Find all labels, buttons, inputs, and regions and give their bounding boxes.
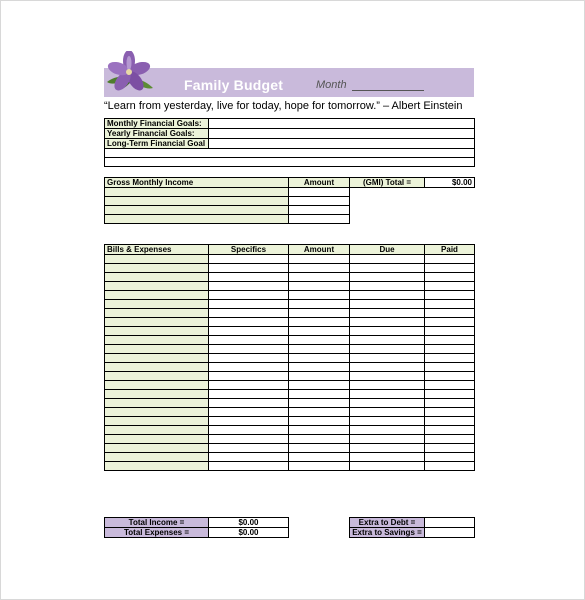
paid-cell[interactable] [425,282,475,291]
specifics-cell[interactable] [209,363,289,372]
bill-row [105,444,475,453]
bill-row [105,435,475,444]
extra-savings-row [350,528,475,538]
blank-cell [350,197,475,206]
specifics-cell[interactable] [209,264,289,273]
paid-cell[interactable] [425,399,475,408]
amount-cell[interactable] [289,444,350,453]
specifics-cell[interactable] [209,372,289,381]
month-field[interactable] [352,90,424,91]
bill-name-cell[interactable] [105,453,209,462]
specifics-cell[interactable] [209,399,289,408]
income-amount-header: Amount [289,178,350,188]
due-cell[interactable] [350,354,425,363]
quote-text: “Learn from yesterday, live for today, hope for tomorrow.” – Albert Einstein [104,100,463,112]
paid-cell[interactable] [425,372,475,381]
income-amount-cell[interactable] [289,215,350,224]
extra-debt-row [350,518,475,528]
bill-name-cell[interactable] [105,255,209,264]
bill-name-cell[interactable] [105,336,209,345]
goal-row [105,119,475,129]
amount-cell[interactable] [289,300,350,309]
amount-col-header: Amount [289,245,350,255]
due-col-header: Due [350,245,425,255]
goal-row [105,139,475,149]
due-cell[interactable] [350,282,425,291]
blank-cell [350,215,475,224]
specifics-cell[interactable] [209,462,289,471]
goal-input[interactable] [105,149,475,158]
due-cell[interactable] [350,372,425,381]
bill-row [105,381,475,390]
bill-name-cell[interactable] [105,426,209,435]
due-cell[interactable] [350,273,425,282]
income-row [105,206,475,215]
bill-row [105,327,475,336]
paid-cell[interactable] [425,345,475,354]
bills-col-header: Bills & Expenses [105,245,209,255]
amount-cell[interactable] [289,435,350,444]
due-cell[interactable] [350,462,425,471]
specifics-cell[interactable] [209,309,289,318]
income-row [105,197,475,206]
specifics-cell[interactable] [209,453,289,462]
bill-name-cell[interactable] [105,291,209,300]
bill-name-cell[interactable] [105,327,209,336]
income-row [105,215,475,224]
paid-cell[interactable] [425,363,475,372]
due-cell[interactable] [350,408,425,417]
specifics-cell[interactable] [209,354,289,363]
due-cell[interactable] [350,309,425,318]
amount-cell[interactable] [289,327,350,336]
bill-name-cell[interactable] [105,462,209,471]
bill-row [105,363,475,372]
specifics-cell[interactable] [209,417,289,426]
amount-cell[interactable] [289,462,350,471]
amount-cell[interactable] [289,399,350,408]
specifics-cell[interactable] [209,318,289,327]
blank-cell [350,188,475,197]
due-cell[interactable] [350,363,425,372]
bill-row [105,417,475,426]
goal-input[interactable] [209,139,475,149]
amount-cell[interactable] [289,453,350,462]
goal-input[interactable] [209,119,475,129]
bills-table [104,244,475,471]
total-expenses-value: $0.00 [209,528,289,538]
bill-row [105,399,475,408]
bill-row [105,462,475,471]
paid-cell[interactable] [425,417,475,426]
paid-cell[interactable] [425,255,475,264]
bill-row [105,318,475,327]
total-income-value: $0.00 [209,518,289,528]
bill-name-cell[interactable] [105,372,209,381]
bill-row [105,309,475,318]
paid-cell[interactable] [425,327,475,336]
bill-row [105,255,475,264]
specifics-cell[interactable] [209,300,289,309]
amount-cell[interactable] [289,273,350,282]
amount-cell[interactable] [289,282,350,291]
bill-name-cell[interactable] [105,435,209,444]
due-cell[interactable] [350,264,425,273]
due-cell[interactable] [350,426,425,435]
specifics-cell[interactable] [209,327,289,336]
paid-cell[interactable] [425,291,475,300]
specifics-cell[interactable] [209,291,289,300]
amount-cell[interactable] [289,363,350,372]
paid-cell[interactable] [425,336,475,345]
goal-input[interactable] [209,129,475,139]
amount-cell[interactable] [289,255,350,264]
paid-cell[interactable] [425,318,475,327]
paid-col-header: Paid [425,245,475,255]
specifics-cell[interactable] [209,390,289,399]
bill-name-cell[interactable] [105,273,209,282]
amount-cell[interactable] [289,354,350,363]
due-cell[interactable] [350,417,425,426]
goal-input[interactable] [105,158,475,167]
bill-row [105,408,475,417]
bill-row [105,426,475,435]
extra-debt-input[interactable] [425,518,475,528]
goals-table [104,118,475,167]
due-cell[interactable] [350,390,425,399]
extra-savings-input[interactable] [425,528,475,538]
paid-cell[interactable] [425,426,475,435]
bill-name-cell[interactable] [105,363,209,372]
amount-cell[interactable] [289,390,350,399]
bill-name-cell[interactable] [105,408,209,417]
bill-row [105,372,475,381]
amount-cell[interactable] [289,291,350,300]
due-cell[interactable] [350,435,425,444]
bill-name-cell[interactable] [105,354,209,363]
paid-cell[interactable] [425,273,475,282]
specifics-cell[interactable] [209,435,289,444]
income-amount-cell[interactable] [289,206,350,215]
flower-icon [103,51,161,97]
income-source-cell[interactable] [105,197,289,206]
due-cell[interactable] [350,336,425,345]
goal-row [105,149,475,158]
bill-name-cell[interactable] [105,381,209,390]
amount-cell[interactable] [289,381,350,390]
paid-cell[interactable] [425,390,475,399]
income-source-cell[interactable] [105,188,289,197]
bill-name-cell[interactable] [105,318,209,327]
gmi-total-value: $0.00 [425,178,475,188]
due-cell[interactable] [350,345,425,354]
due-cell[interactable] [350,453,425,462]
total-income-row [105,518,289,528]
bill-name-cell[interactable] [105,282,209,291]
month-label: Month [316,79,347,91]
total-expenses-row [105,528,289,538]
specifics-col-header: Specifics [209,245,289,255]
gmi-total-label: (GMI) Total = [350,178,425,188]
paid-cell[interactable] [425,354,475,363]
bill-row [105,291,475,300]
bill-name-cell[interactable] [105,309,209,318]
amount-cell[interactable] [289,318,350,327]
paid-cell[interactable] [425,264,475,273]
bill-row [105,264,475,273]
bill-row [105,273,475,282]
amount-cell[interactable] [289,426,350,435]
specifics-cell[interactable] [209,336,289,345]
extra-savings-label: Extra to Savings = [350,528,425,538]
paid-cell[interactable] [425,408,475,417]
bill-row [105,390,475,399]
totals-table [104,517,289,538]
goal-row [105,158,475,167]
goal-row [105,129,475,139]
bill-name-cell[interactable] [105,417,209,426]
amount-cell[interactable] [289,345,350,354]
total-income-label: Total Income = [105,518,209,528]
specifics-cell[interactable] [209,345,289,354]
bill-row [105,300,475,309]
amount-cell[interactable] [289,336,350,345]
specifics-cell[interactable] [209,273,289,282]
specifics-cell[interactable] [209,444,289,453]
goal-label: Yearly Financial Goals: [105,129,209,139]
income-table [104,177,475,224]
due-cell[interactable] [350,327,425,336]
specifics-cell[interactable] [209,408,289,417]
amount-cell[interactable] [289,264,350,273]
paid-cell[interactable] [425,435,475,444]
due-cell[interactable] [350,300,425,309]
extras-table [349,517,475,538]
income-header-row [105,178,475,188]
bill-name-cell[interactable] [105,300,209,309]
bill-row [105,453,475,462]
due-cell[interactable] [350,255,425,264]
page-title: Family Budget [184,77,284,93]
bill-row [105,282,475,291]
income-source-cell[interactable] [105,206,289,215]
goal-label: Monthly Financial Goals: [105,119,209,129]
income-amount-cell[interactable] [289,197,350,206]
paid-cell[interactable] [425,462,475,471]
due-cell[interactable] [350,318,425,327]
income-row [105,188,475,197]
bill-name-cell[interactable] [105,444,209,453]
income-source-cell[interactable] [105,215,289,224]
income-amount-cell[interactable] [289,188,350,197]
bill-row [105,336,475,345]
bill-name-cell[interactable] [105,399,209,408]
bill-name-cell[interactable] [105,345,209,354]
paid-cell[interactable] [425,444,475,453]
due-cell[interactable] [350,291,425,300]
specifics-cell[interactable] [209,282,289,291]
extra-debt-label: Extra to Debt = [350,518,425,528]
due-cell[interactable] [350,399,425,408]
paid-cell[interactable] [425,300,475,309]
paid-cell[interactable] [425,453,475,462]
amount-cell[interactable] [289,309,350,318]
specifics-cell[interactable] [209,381,289,390]
due-cell[interactable] [350,381,425,390]
bill-row [105,354,475,363]
goal-label: Long-Term Financial Goal [105,139,209,149]
amount-cell[interactable] [289,408,350,417]
income-header: Gross Monthly Income [105,178,289,188]
paid-cell[interactable] [425,309,475,318]
amount-cell[interactable] [289,372,350,381]
bill-name-cell[interactable] [105,390,209,399]
bill-name-cell[interactable] [105,264,209,273]
due-cell[interactable] [350,444,425,453]
bill-row [105,345,475,354]
paid-cell[interactable] [425,381,475,390]
amount-cell[interactable] [289,417,350,426]
specifics-cell[interactable] [209,255,289,264]
specifics-cell[interactable] [209,426,289,435]
bills-header-row [105,245,475,255]
total-expenses-label: Total Expenses = [105,528,209,538]
blank-cell [350,206,475,215]
